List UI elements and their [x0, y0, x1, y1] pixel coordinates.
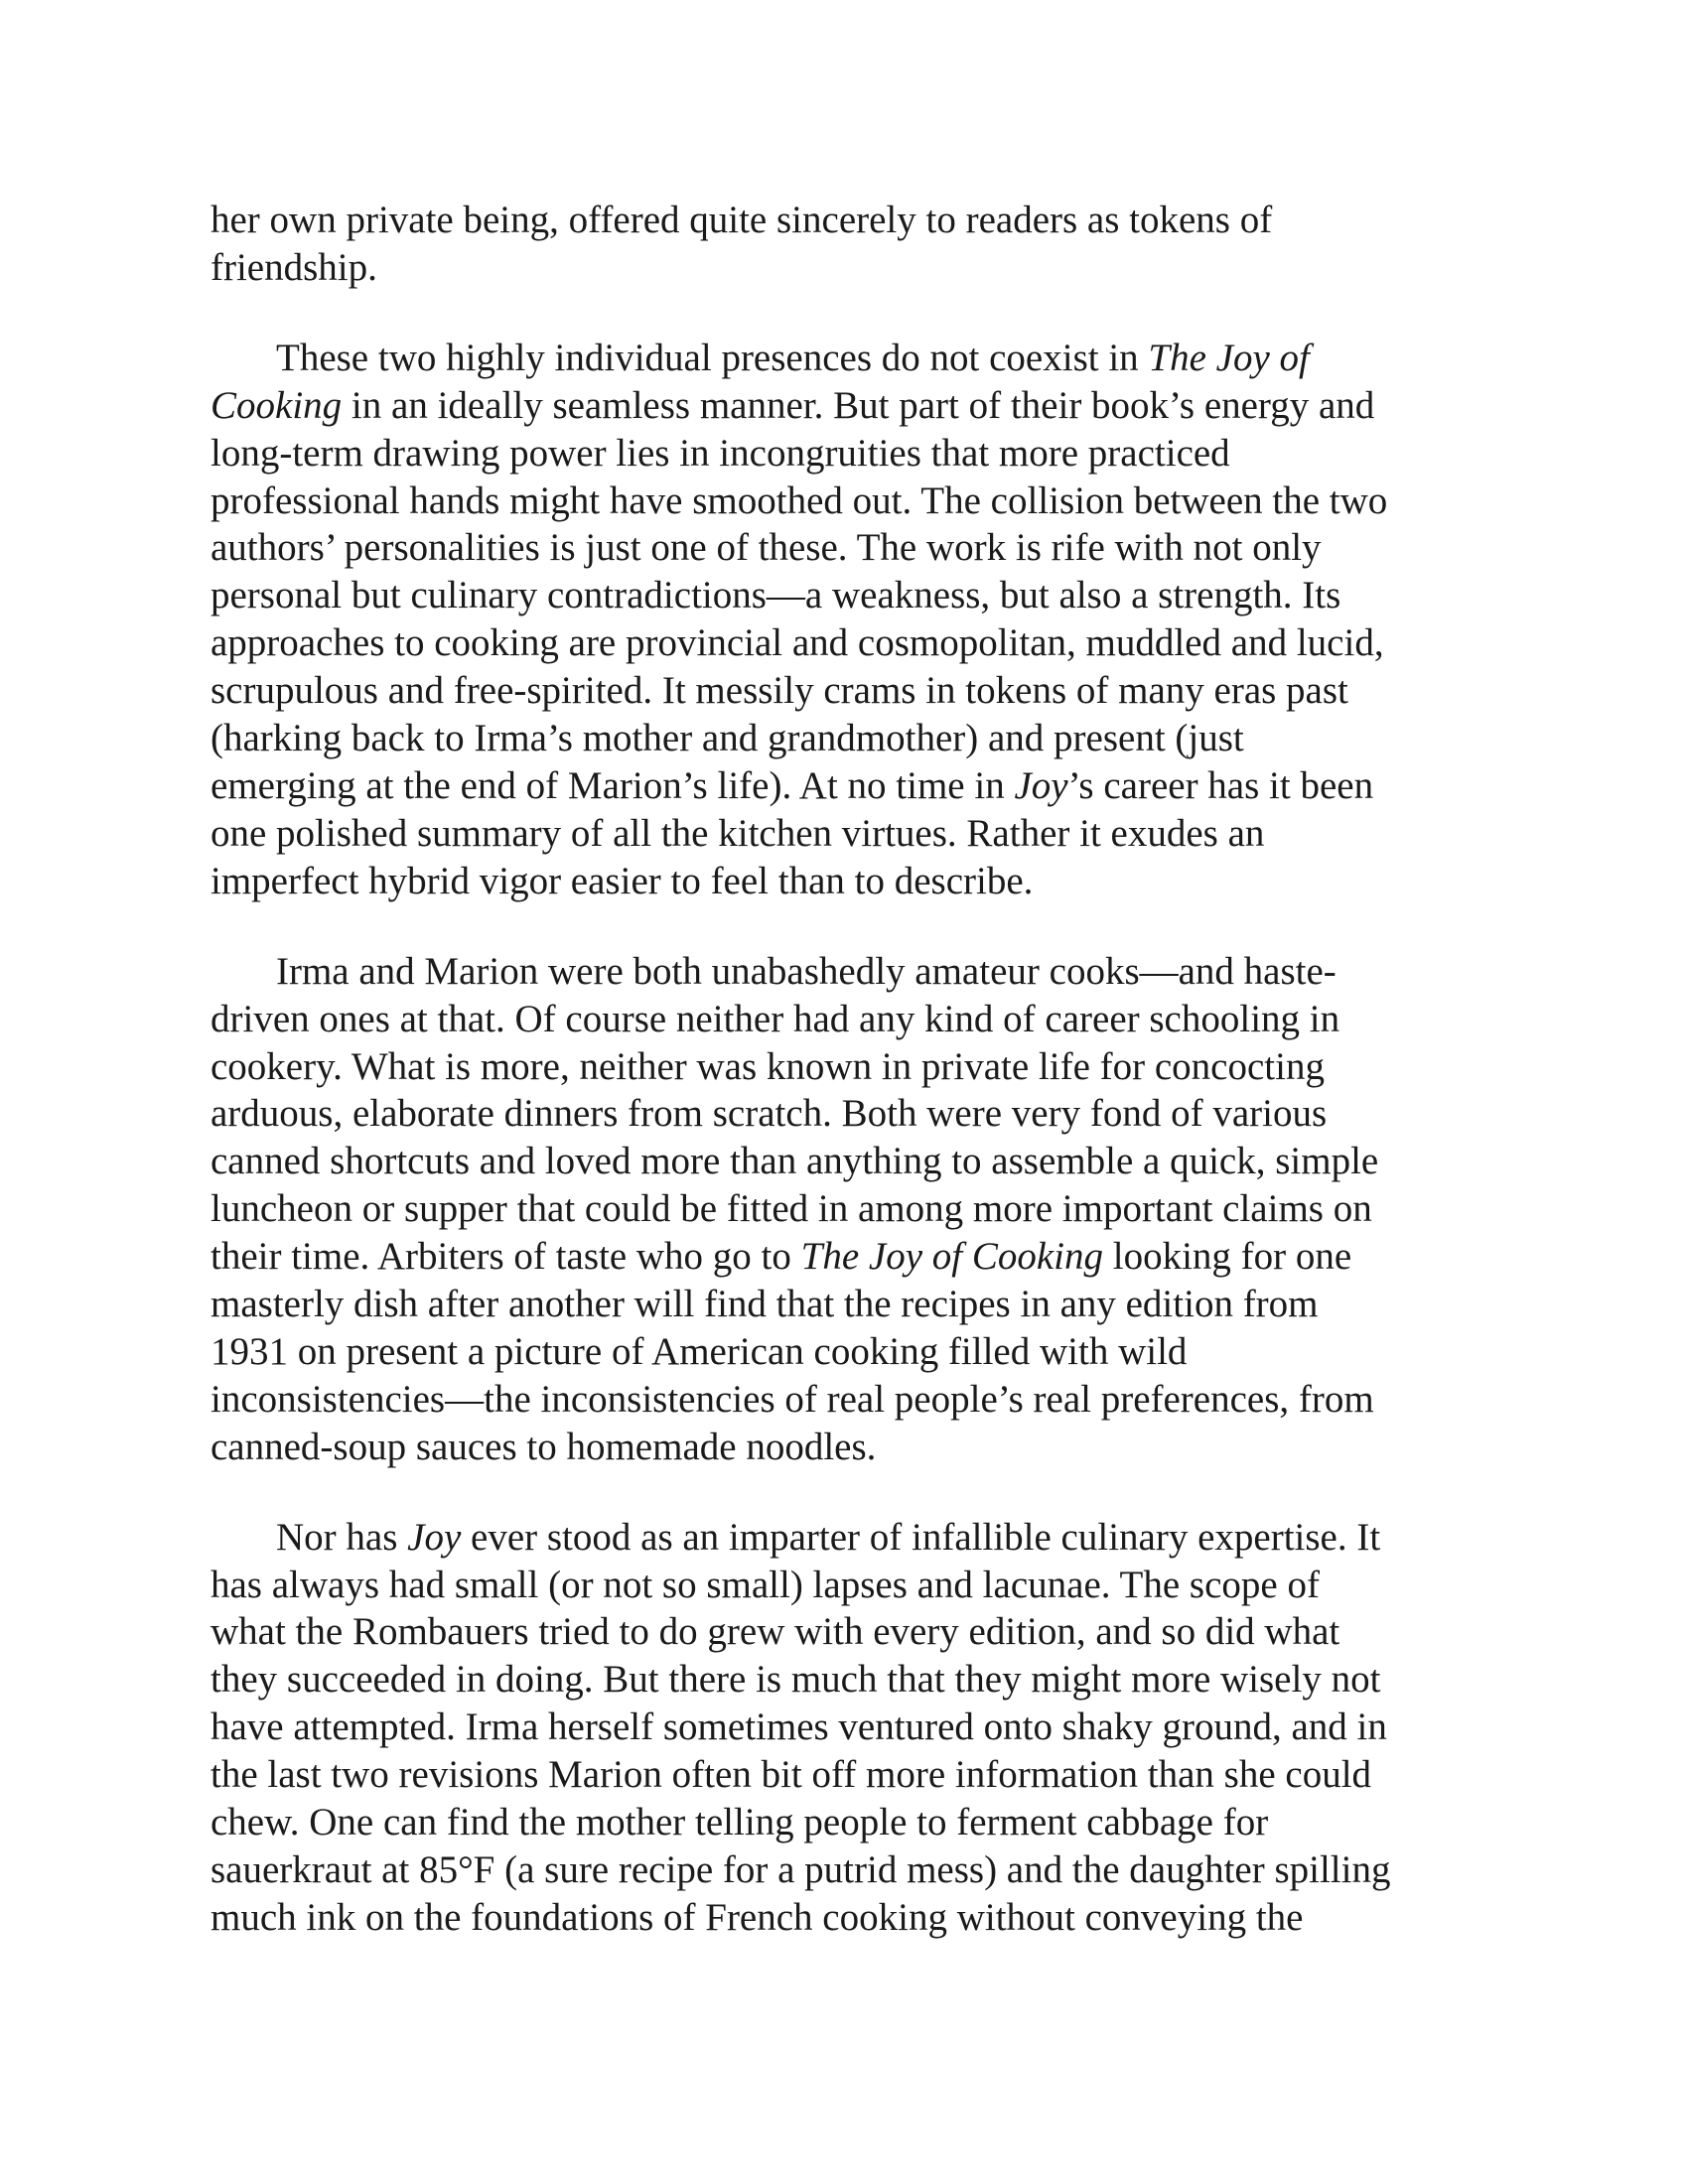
italic-title-text: Joy — [1014, 763, 1068, 807]
text-run: emerging at the end of Marion’s life). At no time in — [211, 763, 1015, 807]
paragraph — [211, 197, 1501, 292]
text-line — [211, 948, 1501, 996]
text-run: ever stood as an imparter of infallible culinary expertise. It — [461, 1515, 1381, 1559]
text-run: friendship. — [211, 245, 377, 289]
text-run: their time. Arbiters of taste who go to — [211, 1235, 801, 1279]
text-line — [211, 1656, 1501, 1704]
text-run: looking for one — [1103, 1235, 1352, 1279]
text-line — [211, 1514, 1501, 1562]
text-run: much ink on the foundations of French cooking without conveying the — [211, 1895, 1304, 1939]
text-line — [211, 1751, 1501, 1799]
text-run: have attempted. Irma herself sometimes ventured onto shaky ground, and in — [211, 1706, 1387, 1749]
text-run: canned shortcuts and loved more than anything to assemble a quick, simple — [211, 1140, 1379, 1183]
text-run: inconsistencies—the inconsistencies of real people’s real preferences, from — [211, 1377, 1374, 1421]
text-run: scrupulous and free-spirited. It messily crams in tokens of many eras past — [211, 669, 1348, 713]
text-run: cookery. What is more, neither was known in private life for concocting — [211, 1044, 1325, 1088]
text-line — [211, 197, 1501, 244]
paragraph — [211, 948, 1501, 1471]
text-line — [211, 1704, 1501, 1751]
text-run: long-term drawing power lies in incongruities that more practiced — [211, 431, 1230, 475]
text-run: imperfect hybrid vigor easier to feel than to describe. — [211, 859, 1034, 902]
text-line — [211, 1799, 1501, 1846]
italic-title-text: The Joy of Cooking — [800, 1235, 1104, 1279]
text-run: Nor has — [276, 1515, 408, 1559]
text-line — [211, 1562, 1501, 1609]
text-run: her own private being, offered quite sincerely to readers as tokens of — [211, 199, 1273, 241]
text-line — [211, 996, 1501, 1043]
text-line — [211, 1376, 1501, 1424]
text-line — [211, 1185, 1501, 1233]
text-line — [211, 667, 1501, 715]
text-line — [211, 572, 1501, 619]
text-line — [211, 1894, 1501, 1942]
text-line — [211, 382, 1501, 430]
text-run: what the Rombauers tried to do grew with every edition, and so did what — [211, 1610, 1340, 1654]
italic-title-text: Cooking — [211, 383, 343, 427]
text-line — [211, 430, 1501, 478]
text-run: chew. One can find the mother telling people to ferment cabbage for — [211, 1801, 1269, 1844]
text-run: professional hands might have smoothed out. The collision between the two — [211, 478, 1388, 522]
text-run: sauerkraut at 85°F (a sure recipe for a putrid mess) and the daughter spilling — [211, 1848, 1391, 1891]
text-run: ’s career has it been — [1067, 763, 1374, 807]
text-line — [211, 1846, 1501, 1894]
text-run: driven ones at that. Of course neither had any kind of career schooling in — [211, 997, 1340, 1040]
text-run: Irma and Marion were both unabashedly amateur cooks—and haste- — [276, 949, 1336, 993]
text-line — [211, 1328, 1501, 1376]
text-run: personal but culinary contradictions—a weakness, but also a strength. Its — [211, 574, 1341, 617]
text-line — [211, 524, 1501, 572]
text-run: 1931 on present a picture of American cooking filled with wild — [211, 1329, 1188, 1373]
text-run: the last two revisions Marion often bit off more information than she could — [211, 1753, 1372, 1797]
text-run: authors’ personalities is just one of these. The work is rife with not only — [211, 526, 1322, 570]
text-line — [211, 715, 1501, 762]
text-run: has always had small (or not so small) lapses and lacunae. The scope of — [211, 1563, 1320, 1606]
text-run: they succeeded in doing. But there is much that they might more wisely not — [211, 1658, 1381, 1702]
text-line — [211, 858, 1501, 905]
text-run: one polished summary of all the kitchen virtues. Rather it exudes an — [211, 811, 1265, 855]
text-run: arduous, elaborate dinners from scratch. Both were very fond of various — [211, 1092, 1328, 1136]
text-line — [211, 1608, 1501, 1656]
text-line — [211, 478, 1501, 525]
text-line — [211, 1138, 1501, 1185]
paragraph-spacing — [211, 292, 1501, 335]
italic-title-text: Joy — [407, 1515, 462, 1559]
text-line — [211, 244, 1501, 292]
text-line — [211, 1281, 1501, 1328]
paragraph-spacing — [211, 905, 1501, 948]
paragraph — [211, 1514, 1501, 1942]
text-line — [211, 810, 1501, 858]
text-run: luncheon or supper that could be fitted in among more important claims on — [211, 1187, 1372, 1231]
text-line — [211, 1233, 1501, 1281]
text-run: in an ideally seamless manner. But part of their book’s energy and — [342, 383, 1375, 427]
italic-title-text: The Joy of — [1148, 336, 1310, 379]
text-line — [211, 762, 1501, 810]
text-run: masterly dish after another will find that the recipes in any edition from — [211, 1283, 1319, 1326]
text-line — [211, 619, 1501, 667]
text-line — [211, 1090, 1501, 1138]
text-line — [211, 335, 1501, 382]
text-line — [211, 1043, 1501, 1091]
text-run: These two highly individual presences do not coexist in — [276, 336, 1149, 379]
text-run: canned-soup sauces to homemade noodles. — [211, 1425, 877, 1468]
text-run: (harking back to Irma’s mother and grandmother) and present (just — [211, 717, 1244, 760]
paragraph-spacing — [211, 1471, 1501, 1514]
paragraph — [211, 335, 1501, 905]
page-body — [211, 197, 1501, 1942]
text-line — [211, 1424, 1501, 1471]
text-run: approaches to cooking are provincial and cosmopolitan, muddled and lucid, — [211, 621, 1384, 665]
